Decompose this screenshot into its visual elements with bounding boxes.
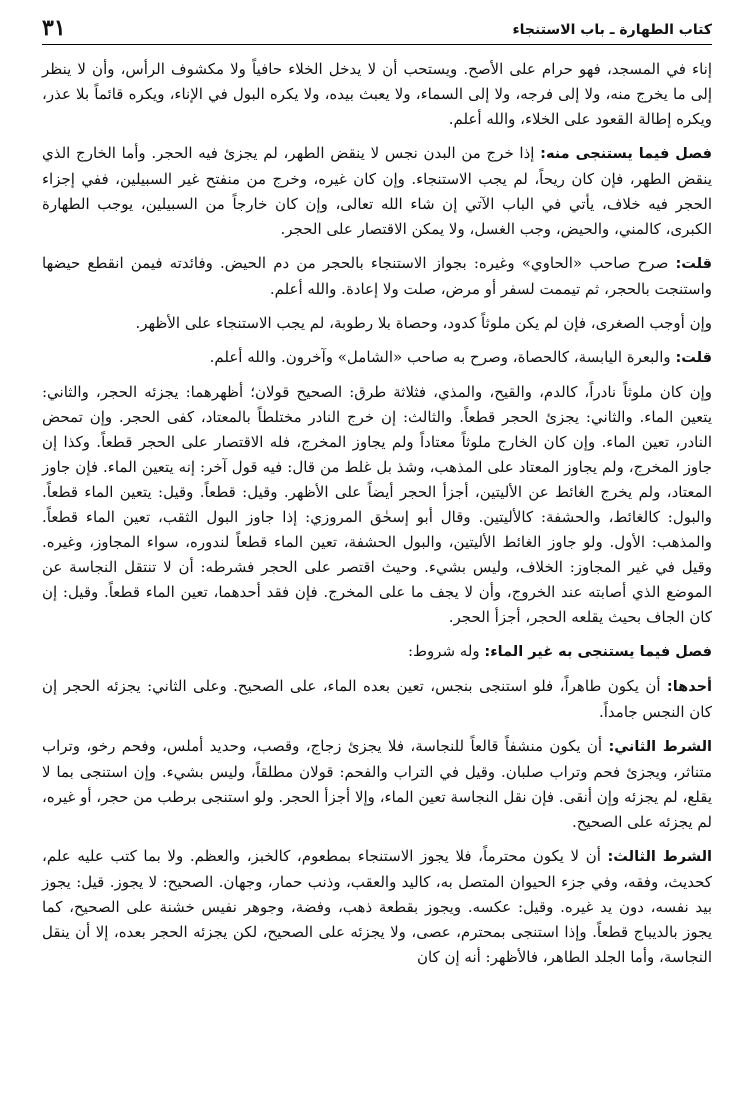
paragraph-text: والبعرة اليابسة، كالحصاة، وصرح به صاحب «الشامل» وآخرون. والله أعلم.	[209, 348, 676, 366]
paragraph-6	[42, 380, 712, 630]
paragraph-7	[42, 639, 712, 665]
lead-word: الشرط الثاني:	[608, 739, 712, 755]
paragraph-8	[42, 674, 712, 725]
paragraph-text: أن يكون طاهراً، فلو استنجى بنجس، تعين بعده الماء، على الصحيح. وعلى الثاني: يجزئه الحجر إن كان النجس جامداً.	[42, 677, 712, 721]
paragraph-10	[42, 844, 712, 970]
paragraph-3	[42, 251, 712, 302]
page-body	[42, 57, 712, 970]
section-heading: فصل فيما يستنجى به غير الماء:	[484, 644, 712, 660]
paragraph-text: إناء في المسجد، فهو حرام على الأصح. ويستحب أن لا يدخل الخلاء حافياً ولا مكشوف الرأس، وأن لا ينظر إلى ما يخرج منه، ولا إلى فرجه، ولا إلى السماء، ولا يعبث بيده، ولا يكره البول في الإناء، ويكره قائماً بلا عذر، ويكره إطالة القعود على الخلاء، والله أعلم.	[42, 60, 712, 128]
running-header	[42, 12, 712, 40]
paragraph-text: أن يكون منشفاً قالعاً للنجاسة، فلا يجزئ زجاج، وقصب، وحديد أملس، وفحم رخو، وتراب متناثر، ويجزئ فحم وتراب صلبان. وقيل في التراب والفحم: قولان مطلقاً، وليس بشيء. وإن استنجى بما لا يقلع، لم يجزئه وإن أنقى. فإن نقل النجاسة تعين الماء، وإلا أجزأ الحجر. ولو استنجى برطب من حجر، أو غيره، لم يجزئه على الصحيح.	[42, 737, 712, 831]
chapter-title: كتاب الطهارة ـ باب الاستنجاء	[512, 22, 712, 38]
lead-word: الشرط الثالث:	[607, 849, 712, 865]
paragraph-2	[42, 141, 712, 242]
lead-word: قلت:	[675, 350, 712, 366]
paragraph-4	[42, 311, 712, 336]
paragraph-9	[42, 734, 712, 835]
lead-word: أحدها:	[666, 679, 712, 695]
paragraph-1	[42, 57, 712, 132]
paragraph-text: وإن كان ملوثاً نادراً، كالدم، والقيح، والمذي، فثلاثة طرق: الصحيح قولان؛ أظهرهما: يجزئه الحجر، والثاني: يتعين الماء. والثاني: يجزئ الحجر قطعاً. والثالث: إن خرج النادر مختلطاً بالمعتاد، كفى الحجر. وإن تمحض النادر، تعين الماء. وإن كان الخارج ملوثاً معتاداً ولم يجاوز المخرج، فله الاقتصار على الحجر قطعاً. وكذا إن جاوز المخرج، ولم يجاوز المعتاد على المذهب، وشذ بل غلط من قال: فيه قول آخر: إنه يتعين الماء. فإن جاوز المعتاد، ولم يخرج الغائط عن الأليتين، أجزأ الحجر أيضاً على الأظهر. وقيل: قطعاً. وقيل: يتعين الماء قطعاً. والبول: كالغائط، والحشفة: كالأليتين. وقال أبو إسحٰق المروزي: إذا جاوز البول الثقب، تعين الماء قطعاً. والمذهب: الأول. ولو جاوز الغائط الأليتين، والبول الحشفة، تعين الماء قطعاً لندوره، سواء المجاوز، وغيره. وقيل في غير المجاوز: الخلاف، وليس بشيء. وحيث اقتصر على الحجر فشرطه: أن لا تنتقل النجاسة عن الموضع الذي أصابته عند الخروج، وأن لا يجف ما على المخرج. فإن فقد أحدهما، تعين الماء قطعاً. وقيل: إن كان الجاف بحيث يقلعه الحجر، أجزأ الحجر.	[42, 383, 712, 626]
paragraph-text: أن لا يكون محترماً، فلا يجوز الاستنجاء بمطعوم، كالخبز، والعظم. ولا بما كتب عليه علم، كحديث، وفقه، وفي جزء الحيوان المتصل به، كاليد والعقب، وذنب حمار، وجهان. الصحيح: لا يجوز. قيل: يجوز بيد نفسه، دون يد غيره. وقيل: عكسه. ويجوز بقطعة ذهب، وفضة، وجوهر نفيس خشنة على الصحيح، كما يجوز بالديباج قطعاً. وإذا استنجى بمحترم، عصى، ولا يجزئه على الصحيح، لكن يجزئه الحجر بعده، إلا أن ينقل النجاسة، وأما الجلد الطاهر، فالأظهر: أنه إن كان	[42, 847, 712, 966]
section-heading: فصل فيما يستنجى منه:	[540, 146, 713, 162]
lead-word: قلت:	[675, 256, 712, 272]
page-number: ٣١	[42, 15, 66, 41]
paragraph-text: وإن أوجب الصغرى، فإن لم يكن ملوثاً كدود، وحصاة بلا رطوبة، لم يجب الاستنجاء على الأظهر.	[135, 314, 712, 332]
paragraph-text: وله شروط:	[408, 642, 485, 660]
paragraph-5	[42, 345, 712, 371]
paragraph-text: إذا خرج من البدن نجس لا ينقض الطهر، لم يجزئ فيه الحجر. وأما الخارج الذي ينقض الطهر، فإن كان ريحاً، لم يجب الاستنجاء. وإن كان غيره، وخرج من منفتح غير السبيلين، ففي إجزاء الحجر فيه خلاف، يأتي في الباب الآتي إن شاء الله تعالى، وإن كان خارجاً من السبيلين، يوجب الطهارة الكبرى، كالمني، والحيض، وجب الغسل، ولا يمكن الاقتصار على الحجر.	[42, 144, 712, 238]
header-rule	[42, 44, 712, 45]
paragraph-text: صرح صاحب «الحاوي» وغيره: بجواز الاستنجاء بالحجر من دم الحيض. وفائدته فيمن انقطع حيضها واستنجت بالحجر، ثم تيممت لسفر أو مرض، صلت ولا إعادة. والله أعلم.	[42, 254, 712, 298]
